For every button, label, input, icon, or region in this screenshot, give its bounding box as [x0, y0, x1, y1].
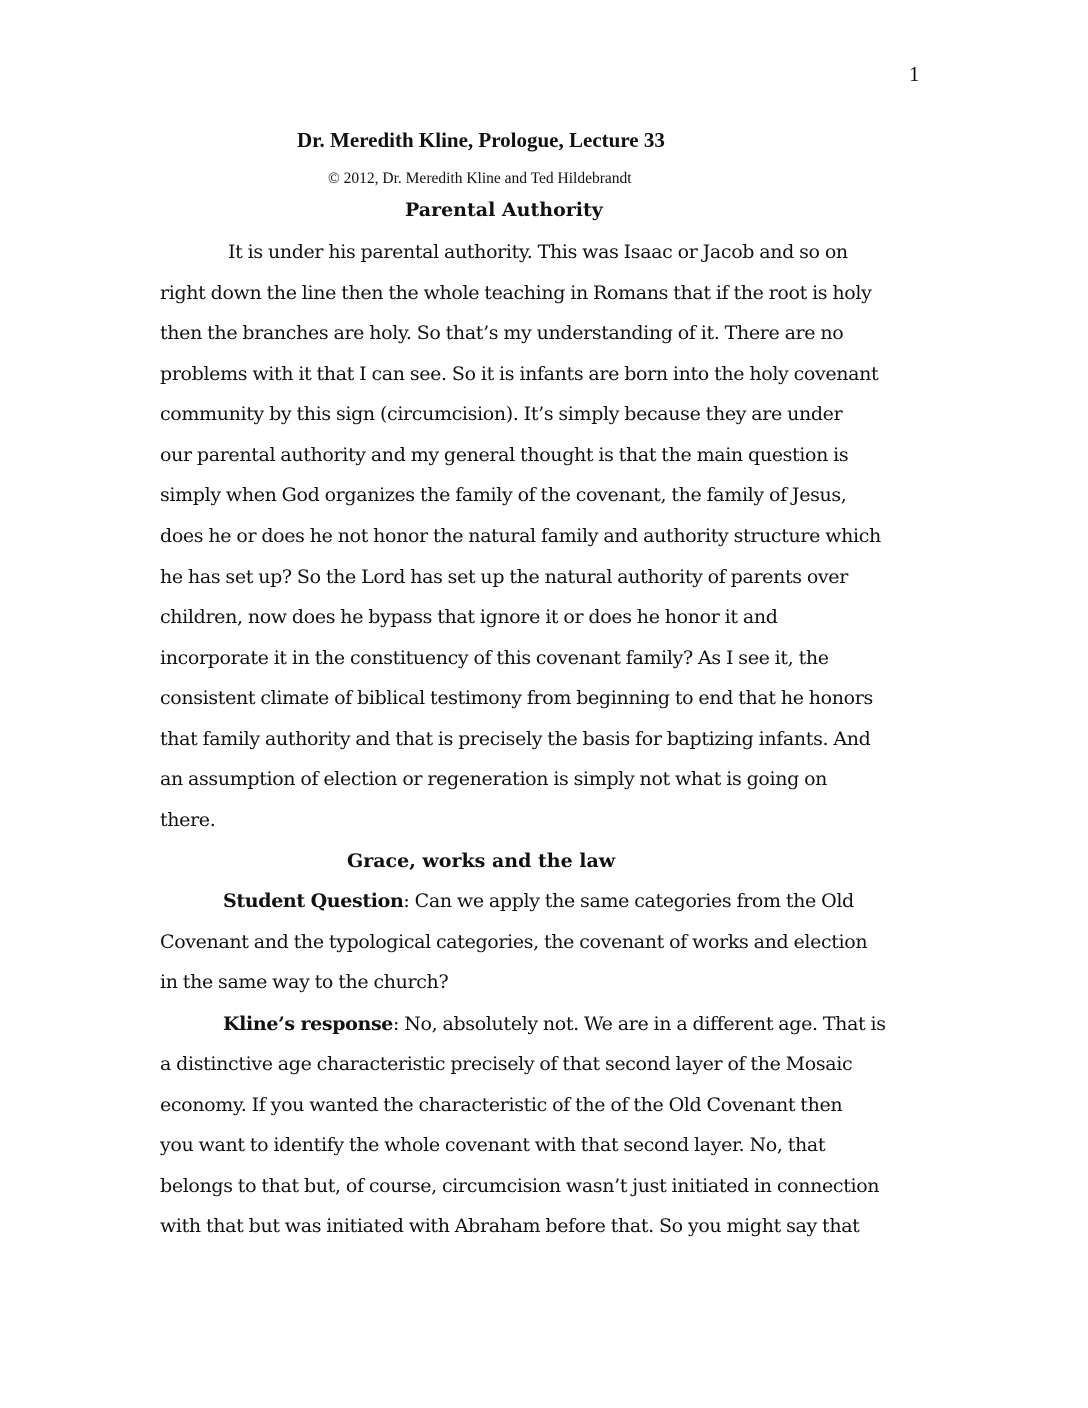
text-line: our parental authority and my general thought is that the main question is: [160, 444, 849, 466]
text-line: children, now does he bypass that ignore it or does he honor it and: [160, 606, 778, 628]
text-line: simply when God organizes the family of the covenant, the family of Jesus,: [160, 484, 847, 506]
question-text: : Can we apply the same categories from the Old: [403, 890, 854, 912]
section-heading-grace-works-law: Grace, works and the law: [347, 850, 616, 872]
text-line: incorporate it in the constituency of this covenant family? As I see it, the: [160, 647, 829, 669]
text-line: Covenant and the typological categories, the covenant of works and election: [160, 931, 868, 953]
text-line: It is under his parental authority. This was Isaac or Jacob and so on: [228, 241, 848, 263]
text-line: [223, 1013, 886, 1035]
text-line: belongs to that but, of course, circumcision wasn’t just initiated in connection: [160, 1175, 880, 1197]
response-text: : No, absolutely not. We are in a different age. That is: [393, 1013, 886, 1035]
text-line: economy. If you wanted the characteristic of the of the Old Covenant then: [160, 1094, 843, 1116]
kline-response-label: Kline’s response: [223, 1013, 394, 1035]
text-line: you want to identify the whole covenant with that second layer. No, that: [160, 1134, 826, 1156]
section-heading-parental-authority: Parental Authority: [405, 199, 603, 221]
text-line: consistent climate of biblical testimony from beginning to end that he honors: [160, 687, 873, 709]
copyright-line: © 2012, Dr. Meredith Kline and Ted Hildebrandt: [328, 170, 632, 187]
text-line: right down the line then the whole teaching in Romans that if the root is holy: [160, 282, 872, 304]
text-line: [223, 890, 854, 912]
page-number: 1: [909, 62, 920, 86]
text-line: a distinctive age characteristic precisely of that second layer of the Mosaic: [160, 1053, 853, 1075]
text-line: there.: [160, 809, 216, 831]
text-line: then the branches are holy. So that’s my understanding of it. There are no: [160, 322, 844, 344]
text-line: he has set up? So the Lord has set up the natural authority of parents over: [160, 566, 848, 588]
text-line: does he or does he not honor the natural family and authority structure which: [160, 525, 881, 547]
text-line: in the same way to the church?: [160, 971, 449, 993]
document-title: Dr. Meredith Kline, Prologue, Lecture 33: [297, 128, 665, 152]
text-line: community by this sign (circumcision). It’s simply because they are under: [160, 403, 843, 425]
text-line: an assumption of election or regeneration is simply not what is going on: [160, 768, 828, 790]
text-line: with that but was initiated with Abraham before that. So you might say that: [160, 1215, 860, 1237]
student-question-label: Student Question: [223, 890, 404, 912]
text-line: that family authority and that is precisely the basis for baptizing infants. And: [160, 728, 871, 750]
text-line: problems with it that I can see. So it is infants are born into the holy covenant: [160, 363, 879, 385]
